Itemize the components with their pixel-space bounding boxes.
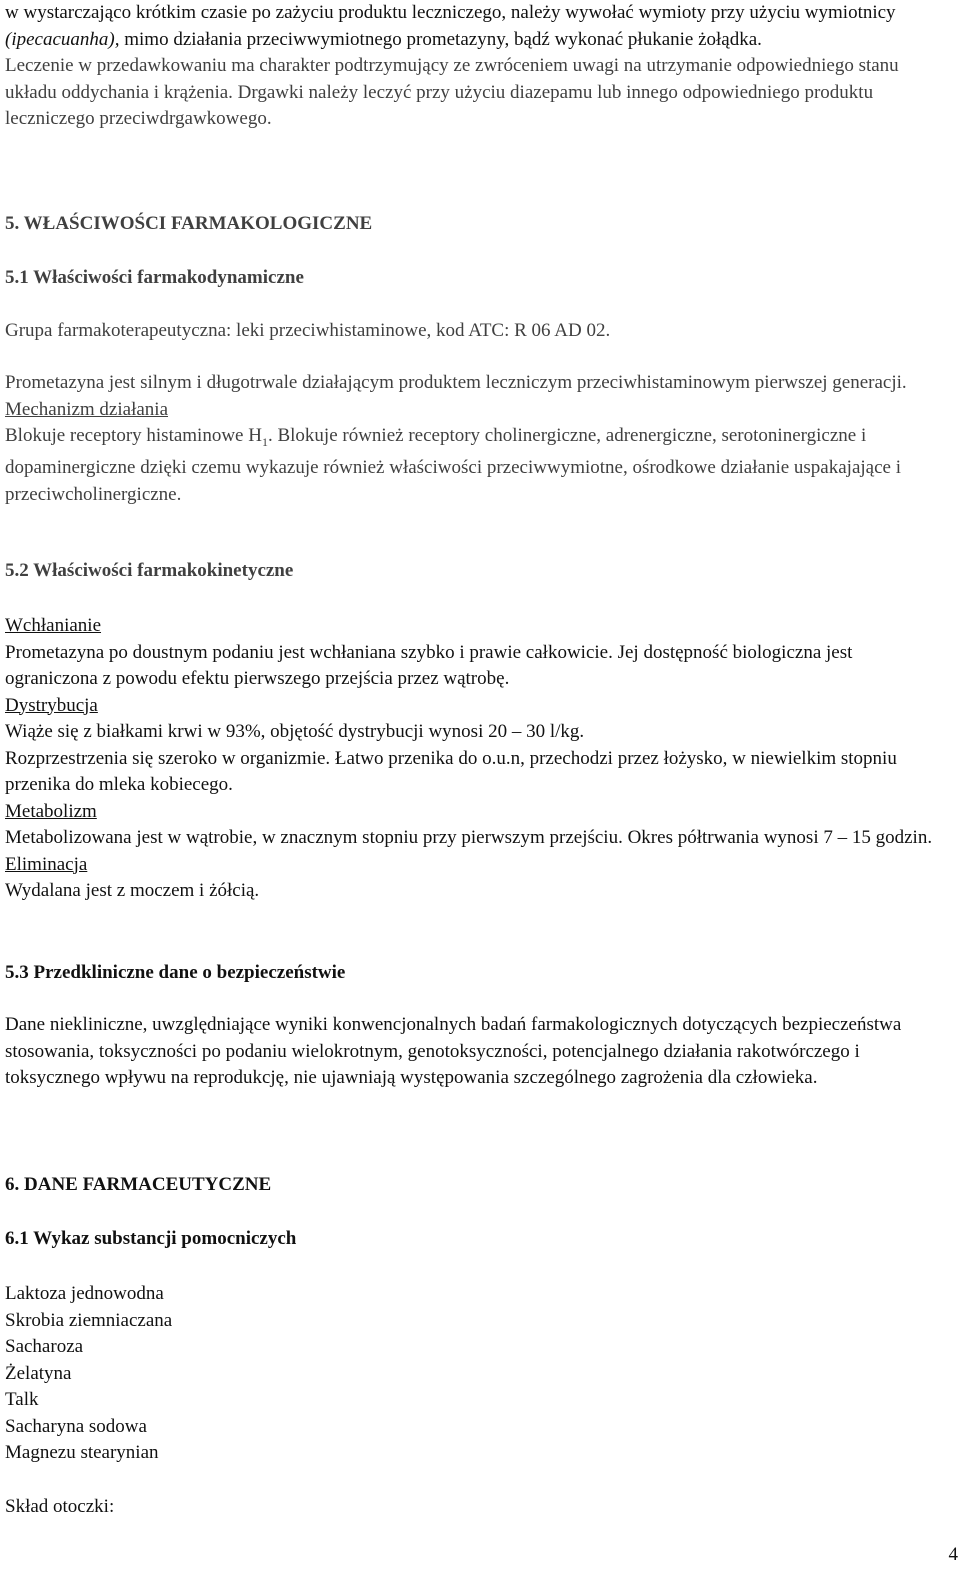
excipients-list xyxy=(5,1281,172,1467)
section-5-3-heading: 5.3 Przedkliniczne dane o bezpieczeństwie xyxy=(5,962,346,983)
section-6-heading: 6. DANE FARMACEUTYCZNE xyxy=(5,1174,272,1195)
pharmacodynamics-block xyxy=(5,370,955,508)
pharmacokinetics-block xyxy=(5,613,955,905)
atc-group-text: Grupa farmakoterapeutyczna: leki przeciwhistaminowe, kod ATC: R 06 AD 02. xyxy=(5,320,611,341)
ipecacuanha-italic: (ipecacuanha), xyxy=(5,28,120,50)
distribution-label: Dystrybucja xyxy=(5,694,98,716)
excipient-item: Sacharyna sodowa xyxy=(5,1415,147,1437)
elimination-text: Wydalana jest z moczem i żółcią. xyxy=(5,880,260,901)
section-5-2-heading: 5.2 Właściwości farmakokinetyczne xyxy=(5,560,294,581)
distribution-text-1: Wiąże się z białkami krwi w 93%, objętość dystrybucji wynosi 20 – 30 l/kg. xyxy=(5,721,585,742)
excipient-item: Żelatyna xyxy=(5,1362,72,1384)
absorption-label: Wchłanianie xyxy=(5,615,102,636)
excipient-item: Sacharoza xyxy=(5,1336,84,1357)
excipient-item: Talk xyxy=(5,1389,39,1410)
overdose-paragraph-2: Leczenie w przedawkowaniu ma charakter podtrzymujący ze zwróceniem uwagi na utrzymanie odpowiedniego stanu układu oddychania i krążenia. Drgawki należy leczyć przy użyciu diazepamu lub innego odpowiedniego produktu leczniczego przeciwdrgawkowego. xyxy=(5,55,899,129)
mechanism-text: Blokuje receptory histaminowe $H_1$. Blokuje również receptory cholinergiczne, adrenergiczne, serotoninergiczne i dopaminergiczne dzięki czemu wykazuje również właściwości przeciwwymiotne, ośrodkowe działanie uspakajające i przeciwcholinergiczne. xyxy=(5,425,901,505)
page-number: 4 xyxy=(948,1543,958,1565)
mechanism-label: Mechanizm działania xyxy=(5,398,169,420)
section-5-1-heading: 5.1 Właściwości farmakodynamiczne xyxy=(5,267,304,288)
distribution-text-2: Rozprzestrzenia się szeroko w organizmie. Łatwo przenika do o.u.n, przechodzi przez łożysko, w niewielkim stopniu przenika do mleka kobiecego. xyxy=(5,747,897,795)
absorption-text: Prometazyna po doustnym podaniu jest wchłaniana szybko i prawie całkowicie. Jej dostępność biologiczna jest ograniczona z powodu efektu pierwszego przejścia przez wątrobę. xyxy=(5,641,853,689)
prometazine-intro: Prometazyna jest silnym i długotrwale działającym produktem leczniczym przeciwhistaminowym pierwszej generacji. xyxy=(5,372,907,393)
excipient-item: Laktoza jednowodna xyxy=(5,1283,164,1304)
overdose-paragraph-3: Drgawki należy leczyć przy użyciu diazepamu lub innego odpowiedniego produktu leczniczego przeciwdrgawkowego. xyxy=(5,81,874,129)
coating-label: Skład otoczki: xyxy=(5,1496,115,1517)
excipient-item: Skrobia ziemniaczana xyxy=(5,1309,173,1331)
section-5-heading: 5. WŁAŚCIWOŚCI FARMAKOLOGICZNE xyxy=(5,213,373,234)
overdose-paragraph-1: w wystarczająco krótkim czasie po zażyciu produktu leczniczego, należy wywołać wymioty przy użyciu wymiotnicy (ipecacuanha), mimo działania przeciwwymiotnego prometazyny, bądź wykonać płukanie żołądka. xyxy=(5,2,896,50)
overdose-section xyxy=(5,0,955,133)
excipient-item: Magnezu stearynian xyxy=(5,1442,159,1463)
section-6-1-heading: 6.1 Wykaz substancji pomocniczych xyxy=(5,1228,297,1249)
metabolism-text: Metabolizowana jest w wątrobie, w znacznym stopniu przy pierwszym przejściu. Okres półtrwania wynosi 7 – 15 godzin. xyxy=(5,827,933,848)
elimination-label: Eliminacja xyxy=(5,853,88,875)
metabolism-label: Metabolizm xyxy=(5,800,97,822)
preclinical-text: Dane niekliniczne, uwzględniające wyniki konwencjonalnych badań farmakologicznych dotyczących bezpieczeństwa stosowania, toksyczności po podaniu wielokrotnym, genotoksyczności, potencjalnego działania rakotwórczego i toksycznego wpływu na reprodukcję, nie ujawniają występowania szczególnego zagrożenia dla człowieka. xyxy=(5,1014,902,1088)
